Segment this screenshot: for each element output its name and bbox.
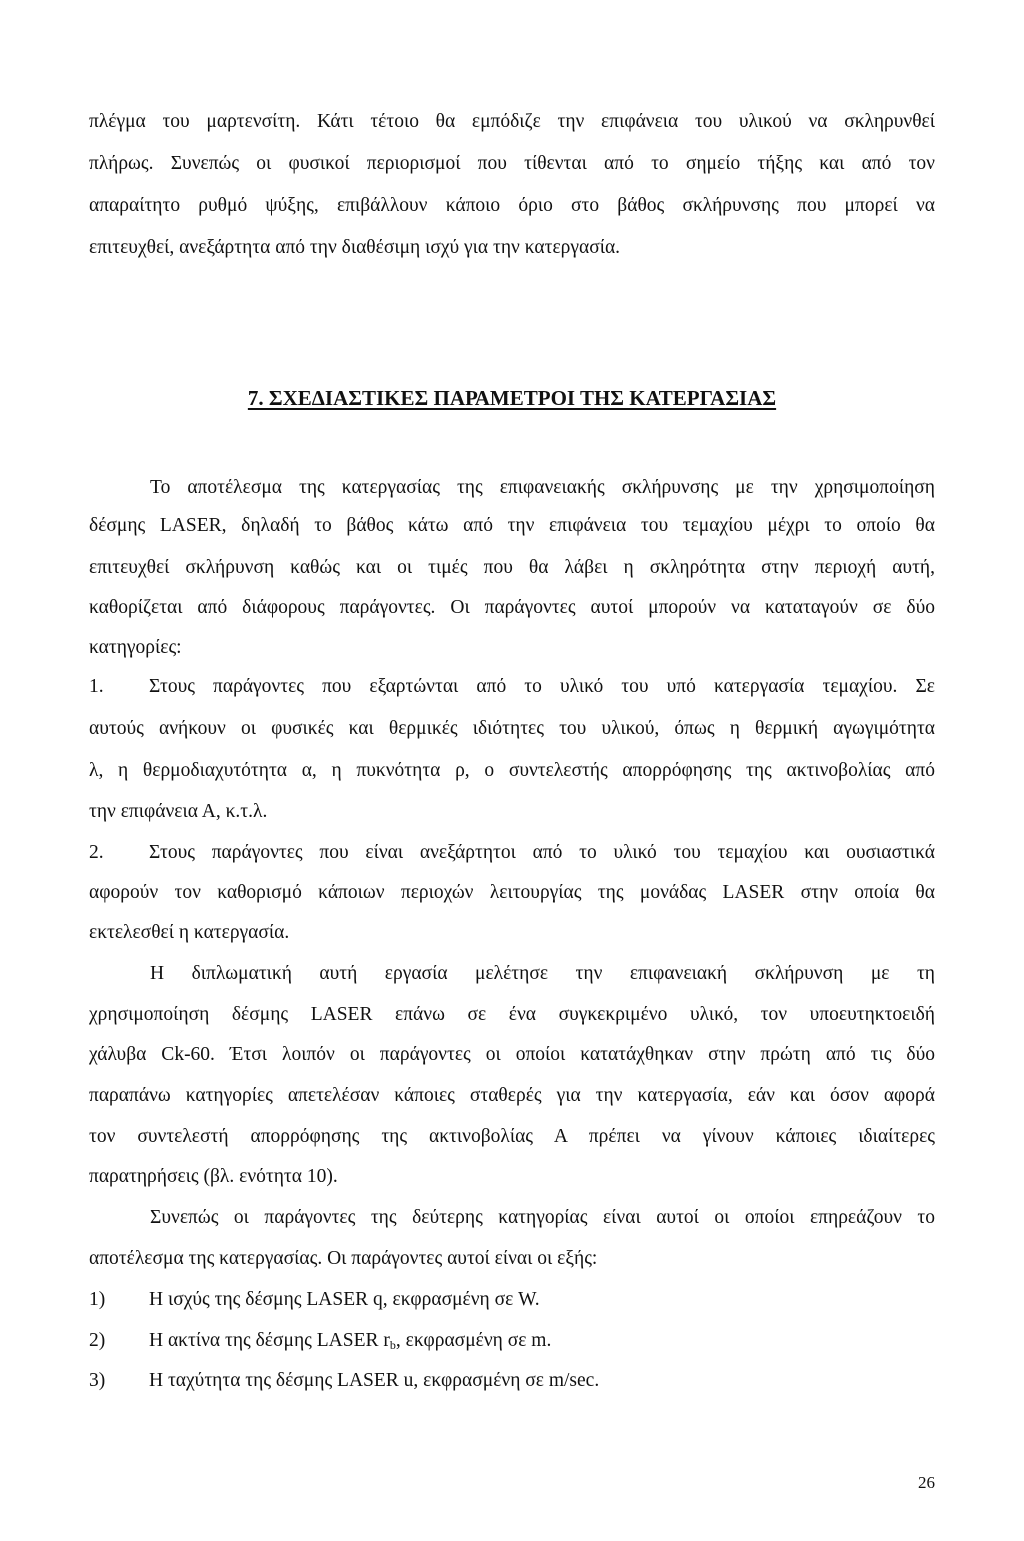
- text-line: εκτελεσθεί η κατεργασία.: [89, 922, 290, 943]
- text-line: επιτευχθεί, ανεξάρτητα από την διαθέσιμη ισχύ για την κατεργασία.: [89, 237, 621, 258]
- text-line: [89, 675, 935, 699]
- list-item: [89, 1288, 935, 1312]
- text-line: απαραίτητο ρυθμό ψύξης, επιβάλλουν κάποιο όριο στο βάθος σκλήρυνσης που μπορεί να: [89, 195, 935, 216]
- text-line: καθορίζεται από διάφορους παράγοντες. Οι παράγοντες αυτοί μπορούν να καταταγούν σε δύο: [89, 597, 935, 618]
- list-number: 1): [89, 1289, 106, 1310]
- text-line: πλήρως. Συνεπώς οι φυσικοί περιορισμοί που τίθενται από το σημείο τήξης και από τον: [89, 153, 935, 174]
- text-line: παρατηρήσεις (βλ. ενότητα 10).: [89, 1166, 338, 1187]
- list-item: [89, 1329, 935, 1353]
- text-line: λ, η θερμοδιαχυτότητα α, η πυκνότητα ρ, ο συντελεστής απορρόφησης της ακτινοβολίας από: [89, 760, 935, 781]
- list-text: Η ταχύτητα της δέσμης LASER u, εκφρασμένη σε m/sec.: [149, 1370, 600, 1391]
- text-line: Το αποτέλεσμα της κατεργασίας της επιφανειακής σκλήρυνσης με την χρησιμοποίηση: [150, 477, 935, 498]
- list-item: [89, 1369, 935, 1393]
- text-line: παραπάνω κατηγορίες απετελέσαν κάποιες σταθερές για την κατεργασία, εάν και όσον αφορά: [89, 1085, 935, 1106]
- text-line: πλέγμα του μαρτενσίτη. Κάτι τέτοιο θα εμπόδιζε την επιφάνεια του υλικού να σκληρυνθεί: [89, 111, 935, 132]
- text-line: τον συντελεστή απορρόφησης της ακτινοβολίας Α πρέπει να γίνουν κάποιες ιδιαίτερες: [89, 1126, 935, 1147]
- list-number: 3): [89, 1370, 106, 1391]
- category-number: 1.: [89, 676, 104, 697]
- list-text: Η ακτίνα της δέσμης LASER r: [149, 1330, 390, 1351]
- text-line: κατηγορίες:: [89, 637, 182, 658]
- text-line: δέσμης LASER, δηλαδή το βάθος κάτω από την επιφάνεια του τεμαχίου μέχρι το οποίο θα: [89, 515, 935, 536]
- text-line: την επιφάνεια Α, κ.τ.λ.: [89, 801, 268, 822]
- subscript: b: [389, 1338, 396, 1352]
- category-first-line: Στους παράγοντες που εξαρτώνται από το υλικό του υπό κατεργασία τεμαχίου. Σε: [149, 676, 935, 697]
- list-number: 2): [89, 1330, 106, 1351]
- text-line: αφορούν τον καθορισμό κάποιων περιοχών λειτουργίας της μονάδας LASER στην οποία θα: [89, 882, 935, 903]
- text-line: επιτευχθεί σκλήρυνση καθώς και οι τιμές που θα λάβει η σκληρότητα στην περιοχή αυτή,: [89, 557, 935, 578]
- category-first-line: Στους παράγοντες που είναι ανεξάρτητοι από το υλικό του τεμαχίου και ουσιαστικά: [149, 842, 935, 863]
- section-heading: 7. ΣΧΕΔΙΑΣΤΙΚΕΣ ΠΑΡΑΜΕΤΡΟΙ ΤΗΣ ΚΑΤΕΡΓΑΣΙΑΣ: [247, 386, 777, 410]
- page-number: 26: [918, 1473, 935, 1492]
- text-line: Συνεπώς οι παράγοντες της δεύτερης κατηγορίας είναι αυτοί οι οποίοι επηρεάζουν το: [150, 1207, 935, 1228]
- text-line: αυτούς ανήκουν οι φυσικές και θερμικές ιδιότητες του υλικού, όπως η θερμική αγωγιμότητα: [89, 718, 935, 739]
- text-line: Η διπλωματική αυτή εργασία μελέτησε την επιφανειακή σκλήρυνση με τη: [150, 963, 935, 984]
- category-number: 2.: [89, 842, 104, 863]
- text-line: χρησιμοποίηση δέσμης LASER επάνω σε ένα συγκεκριμένο υλικό, τον υποευτηκτοειδή: [89, 1004, 935, 1025]
- list-text-after: , εκφρασμένη σε m.: [395, 1330, 552, 1351]
- text-line: αποτέλεσμα της κατεργασίας. Οι παράγοντες αυτοί είναι οι εξής:: [89, 1248, 598, 1269]
- text-line: [89, 841, 935, 865]
- list-text: Η ισχύς της δέσμης LASER q, εκφρασμένη σε W.: [149, 1289, 540, 1310]
- text-line: χάλυβα Ck-60. Έτσι λοιπόν οι παράγοντες οι οποίοι κατατάχθηκαν στην πρώτη από τις δύο: [89, 1044, 935, 1065]
